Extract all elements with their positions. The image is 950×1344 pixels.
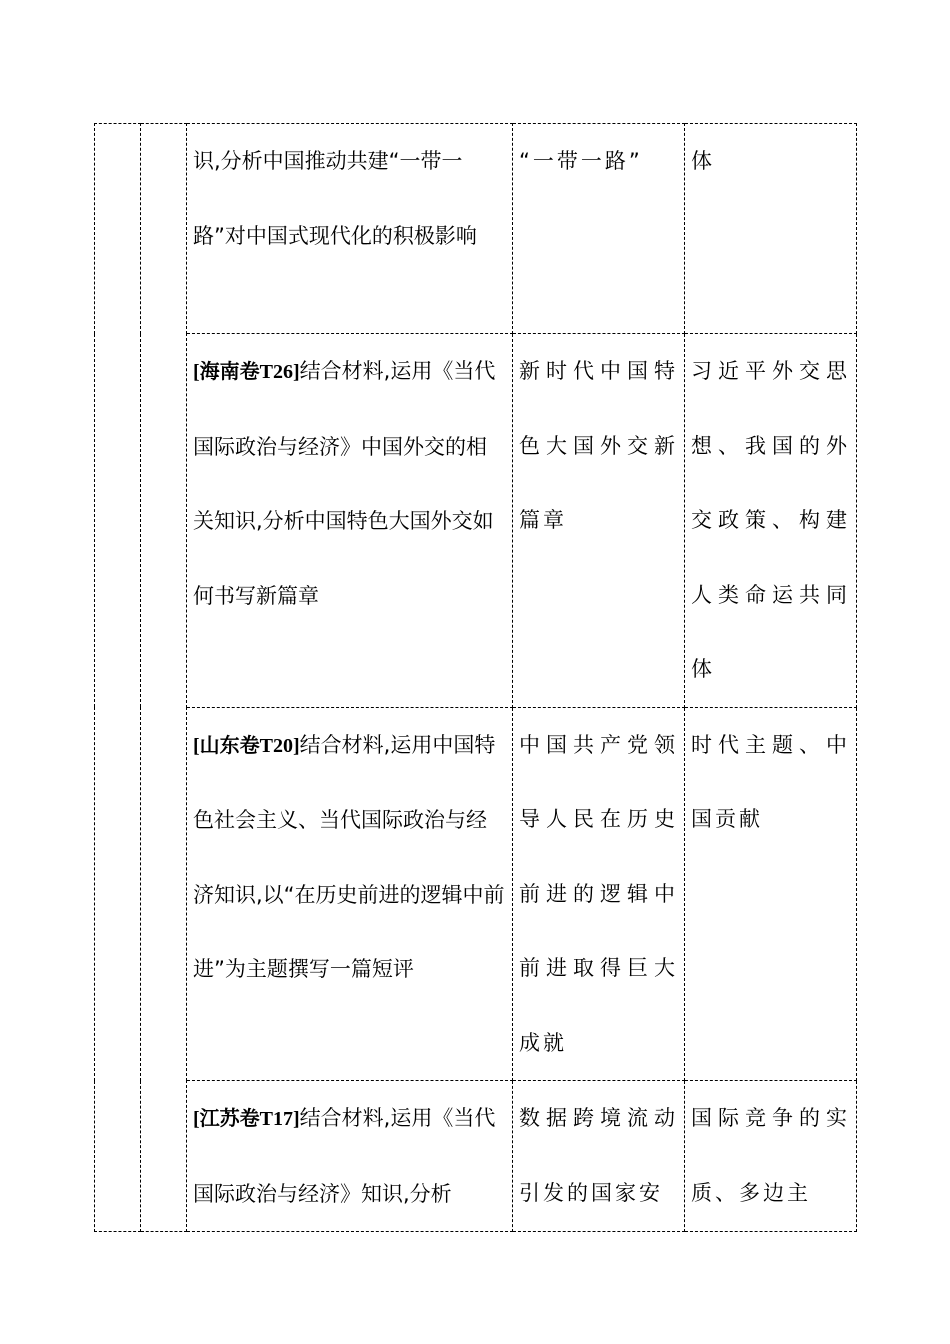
table-row [95, 1081, 857, 1232]
question-text: 结合材料,运用《当代国际政治与经济》知识,分析 [193, 1106, 496, 1206]
topic-text: “一带一路” [519, 149, 643, 173]
knowledge-text: 时代主题、中国贡献 [691, 732, 850, 831]
knowledge-cell [685, 1081, 857, 1232]
question-text: 结合材料,运用《当代国际政治与经济》中国外交的相关知识,分析中国特色大国外交如何书写新篇章 [193, 359, 496, 608]
table-row [95, 124, 857, 334]
table-row [95, 707, 857, 1081]
exam-table [94, 123, 857, 1232]
knowledge-cell [685, 707, 857, 1081]
topic-cell [513, 334, 685, 708]
question-cell [187, 124, 513, 334]
topic-text: 数据跨境流动引发的国家安 [519, 1106, 678, 1205]
question-cell [187, 707, 513, 1081]
topic-text: 中国共产党领导人民在历史前进的逻辑中前进取得巨大成就 [519, 732, 678, 1055]
question-tag: [山东卷T20] [193, 734, 300, 757]
knowledge-text: 国际竞争的实质、多边主 [691, 1106, 850, 1205]
question-cell [187, 1081, 513, 1232]
knowledge-cell [685, 124, 857, 334]
topic-text: 新时代中国特色大国外交新篇章 [519, 359, 678, 532]
question-tag: [海南卷T26] [193, 361, 300, 383]
topic-cell [513, 707, 685, 1081]
topic-cell [513, 124, 685, 334]
knowledge-text: 习近平外交思想、我国的外交政策、构建人类命运共同体 [691, 359, 850, 681]
table-row [95, 334, 857, 708]
subcategory-cell [141, 124, 187, 1232]
knowledge-cell [685, 334, 857, 708]
question-cell [187, 334, 513, 708]
knowledge-text: 体 [691, 149, 715, 173]
question-text: 结合材料,运用中国特色社会主义、当代国际政治与经济知识,以“在历史前进的逻辑中前进”为主题撰写一篇短评 [193, 732, 505, 981]
question-text: 识,分析中国推动共建“一带一路”对中国式现代化的积极影响 [193, 149, 477, 248]
question-tag: [江苏卷T17] [193, 1108, 300, 1130]
topic-cell [513, 1081, 685, 1232]
category-cell [95, 124, 141, 1232]
